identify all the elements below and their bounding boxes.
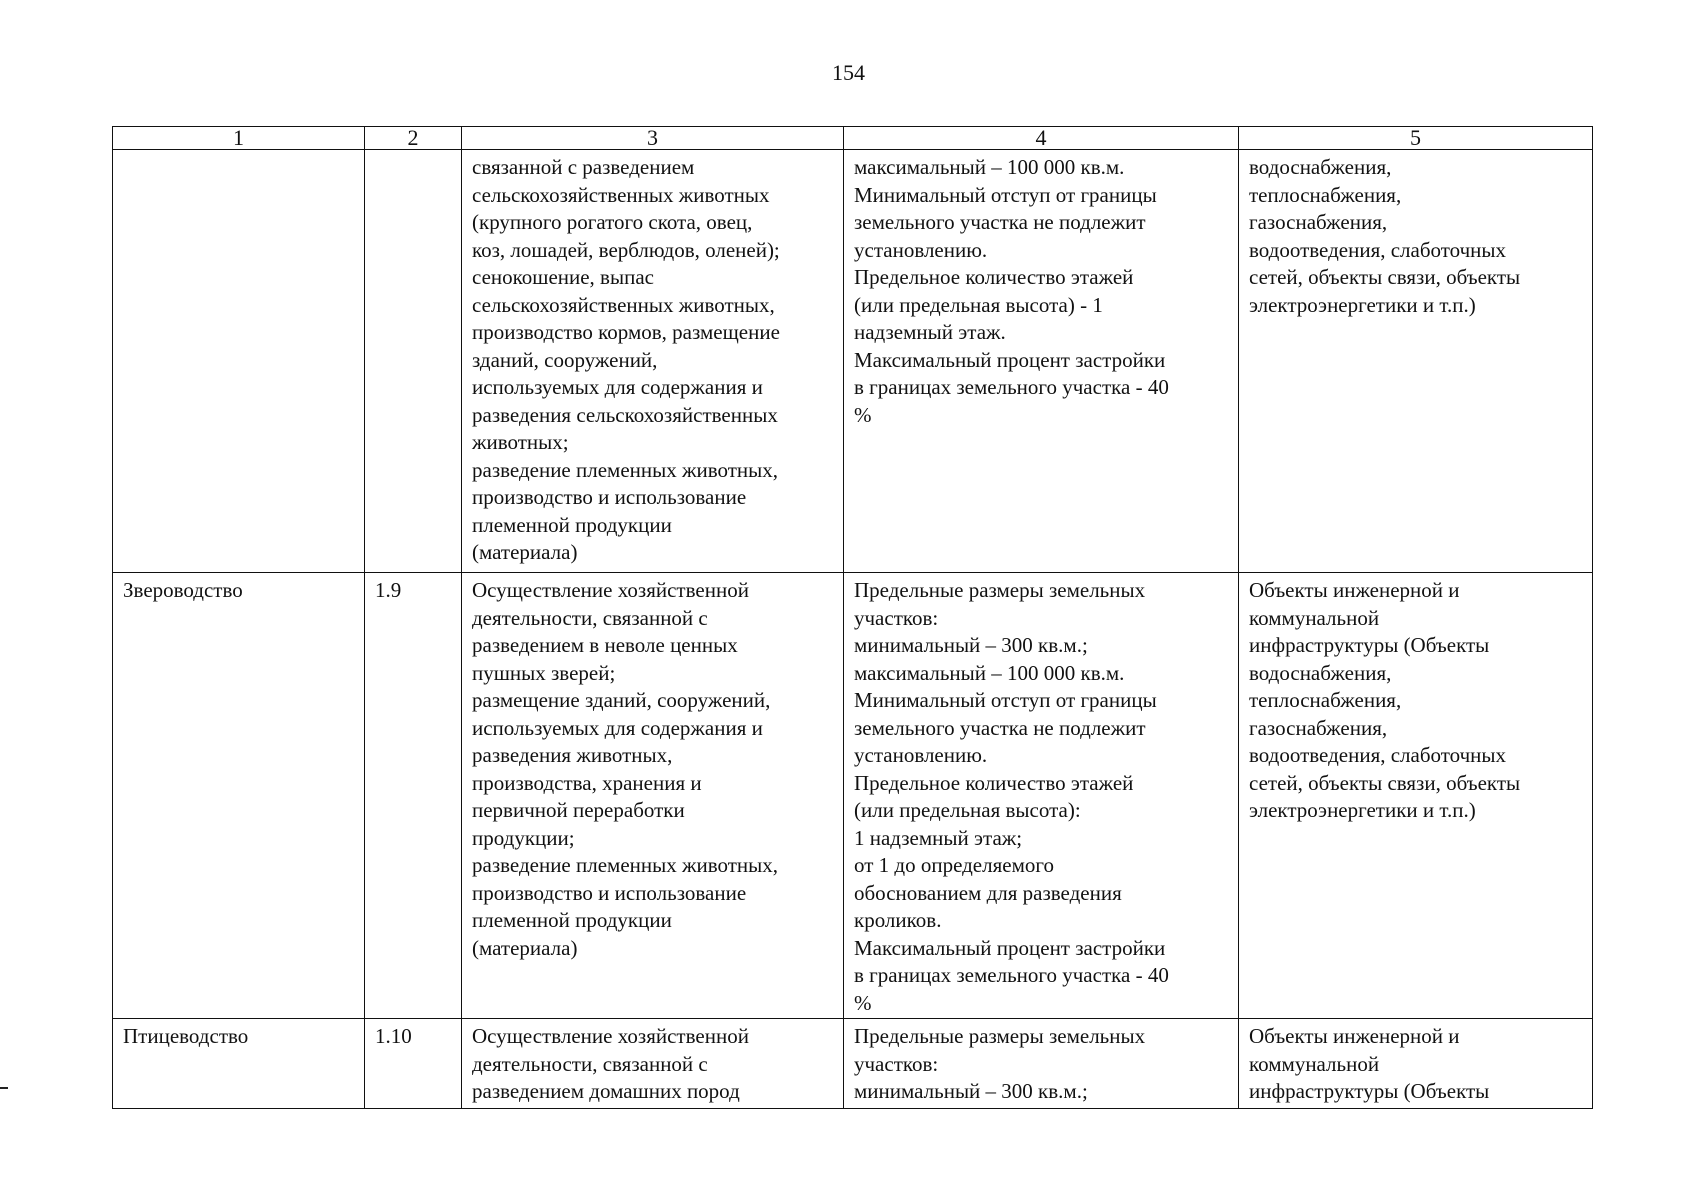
cell-text-line: производства, хранения и [472,770,702,795]
header-col-1: 1 [113,127,365,150]
cell-text-line: установлению. [854,237,988,262]
cell-text-line: Минимальный отступ от границы [854,688,1157,712]
cell-text-line: племенной продукции [472,908,672,932]
margin-mark [0,1087,8,1089]
use-name-cell [113,150,365,573]
cell-text-line: коммунальной [1249,605,1380,630]
cell-text-line: (или предельная высота): [854,798,1081,822]
header-row [113,127,1593,150]
land-use-table [112,126,1593,1109]
cell-text-line: сетей, объекты связи, объекты [1249,770,1521,795]
cell-text-line: Осуществление хозяйственной [472,1024,749,1048]
description-cell [462,150,844,573]
cell-text-line: % [854,402,872,427]
cell-text-line: коммунальной [1249,1051,1380,1076]
cell-text-line: сетей, объекты связи, объекты [1249,265,1521,289]
parameters-cell [844,573,1239,1019]
cell-text-line: производство и использование [472,485,747,509]
cell-text-line: надземный этаж. [854,320,1006,344]
cell-text-line: Объекты инженерной и [1249,1024,1460,1048]
cell-text-line: участков: [854,605,939,630]
cell-text-line: продукции; [472,825,575,850]
description-cell [462,573,844,1019]
cell-text-line: газоснабжения, [1249,715,1388,740]
cell-text-line: кроликов. [854,908,942,932]
cell-text-line: Предельное количество этажей [854,265,1134,289]
cell-text-line: газоснабжения, [1249,210,1388,234]
use-code-cell [365,150,462,573]
parameters-cell [844,1019,1239,1109]
cell-text-line: (материала) [472,540,578,564]
cell-text-line: электроэнергетики и т.п.) [1249,292,1476,317]
cell-text-line: минимальный – 300 кв.м.; [854,1079,1088,1103]
page-number: 154 [832,60,865,85]
cell-text-line: Минимальный отступ от границы [854,182,1157,207]
cell-text-line: разведением в неволе ценных [472,633,738,657]
cell-text-line: Объекты инженерной и [1249,578,1460,602]
cell-text-line: разведения сельскохозяйственных [472,402,778,427]
objects-cell [1239,573,1593,1019]
use-code-cell: 1.9 [365,573,462,1019]
cell-text-line: в границах земельного участка - 40 [854,375,1169,399]
use-name-cell: Звероводство [113,573,365,1019]
cell-text-line: разведением домашних пород [472,1079,740,1103]
cell-text-line: электроэнергетики и т.п.) [1249,798,1476,822]
cell-text-line: (материала) [472,935,578,960]
cell-text-line: коз, лошадей, верблюдов, оленей); [472,237,780,262]
cell-text-line: Максимальный процент застройки [854,347,1166,372]
cell-text-line: производство кормов, размещение [472,320,780,344]
cell-text-line: разведение племенных животных, [472,457,779,482]
cell-text-line: в границах земельного участка - 40 [854,963,1169,987]
cell-text-line: % [854,990,872,1015]
cell-text-line: теплоснабжения, [1249,688,1402,712]
cell-text-line: 1 надземный этаж; [854,825,1023,850]
header-col-2: 2 [365,127,462,150]
cell-text-line: сельскохозяйственных животных [472,182,770,207]
cell-text-line: животных; [472,430,569,454]
description-cell [462,1019,844,1109]
cell-text-line: разведения животных, [472,743,673,767]
cell-text-line: деятельности, связанной с [472,605,708,630]
table-row [113,1019,1593,1109]
cell-text-line: инфраструктуры (Объекты [1249,1079,1490,1103]
cell-text-line: участков: [854,1051,939,1076]
cell-text-line: (крупного рогатого скота, овец, [472,210,753,234]
cell-text-line: Предельное количество этажей [854,770,1134,795]
cell-text-line: пушных зверей; [472,660,616,685]
cell-text-line: теплоснабжения, [1249,182,1402,207]
cell-text-line: установлению. [854,743,988,767]
cell-text-line: водоотведения, слаботочных [1249,237,1507,262]
objects-cell [1239,1019,1593,1109]
cell-text-line: максимальный – 100 000 кв.м. [854,660,1125,685]
table-row [113,150,1593,573]
cell-text-line: (или предельная высота) - 1 [854,292,1103,317]
use-code-cell: 1.10 [365,1019,462,1109]
cell-text-line: используемых для содержания и [472,715,763,740]
parameters-cell [844,150,1239,573]
cell-text-line: Предельные размеры земельных [854,578,1146,602]
cell-text-line: зданий, сооружений, [472,347,658,372]
cell-text-line: племенной продукции [472,512,672,537]
cell-text-line: связанной с разведением [472,155,695,179]
cell-text-line: максимальный – 100 000 кв.м. [854,155,1125,179]
cell-text-line: деятельности, связанной с [472,1051,708,1076]
use-name-cell: Птицеводство [113,1019,365,1109]
objects-cell [1239,150,1593,573]
cell-text-line: размещение зданий, сооружений, [472,688,771,712]
cell-text-line: первичной переработки [472,798,685,822]
cell-text-line: минимальный – 300 кв.м.; [854,633,1088,657]
cell-text-line: инфраструктуры (Объекты [1249,633,1490,657]
cell-text-line: земельного участка не подлежит [854,715,1146,740]
cell-text-line: водоотведения, слаботочных [1249,743,1507,767]
cell-text-line: водоснабжения, [1249,660,1392,685]
cell-text-line: от 1 до определяемого [854,853,1054,877]
header-col-4: 4 [844,127,1239,150]
cell-text-line: Осуществление хозяйственной [472,578,749,602]
cell-text-line: сенокошение, выпас [472,265,654,289]
header-col-3: 3 [462,127,844,150]
cell-text-line: Максимальный процент застройки [854,935,1166,960]
cell-text-line: разведение племенных животных, [472,853,779,877]
table-row [113,573,1593,1019]
cell-text-line: земельного участка не подлежит [854,210,1146,234]
cell-text-line: обоснованием для разведения [854,880,1122,905]
header-col-5: 5 [1239,127,1593,150]
cell-text-line: водоснабжения, [1249,155,1392,179]
cell-text-line: Предельные размеры земельных [854,1024,1146,1048]
cell-text-line: используемых для содержания и [472,375,763,399]
cell-text-line: сельскохозяйственных животных, [472,292,775,317]
cell-text-line: производство и использование [472,880,747,905]
